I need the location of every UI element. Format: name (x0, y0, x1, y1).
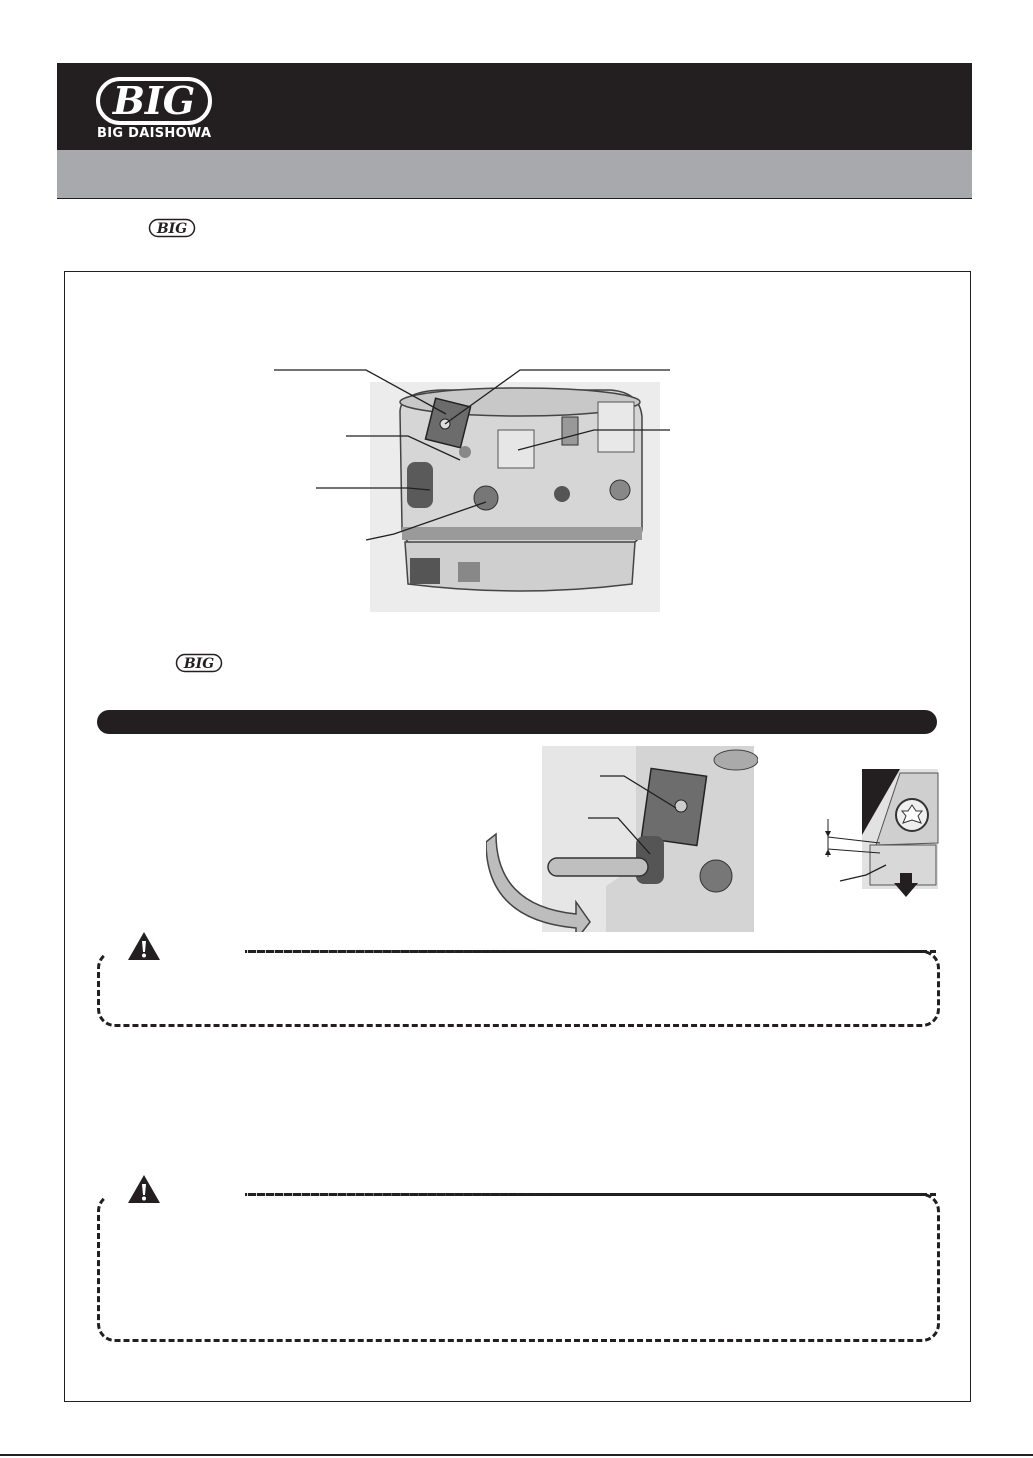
small-big-logo-2 (175, 653, 223, 673)
svg-text:BIG: BIG (156, 221, 188, 237)
caution-rule-2 (248, 1193, 936, 1196)
page-bottom-rule (0, 1454, 1033, 1456)
caution-box-2 (97, 1193, 940, 1342)
insert-detail-illustration (820, 765, 942, 899)
caution-rule-1 (248, 950, 936, 953)
big-logo-text: BIG (112, 78, 196, 123)
warning-triangle-icon (126, 1173, 162, 1205)
svg-text:BIG: BIG (183, 656, 215, 672)
section-heading-bar (97, 710, 937, 734)
header-subtitle-bar (57, 150, 972, 199)
small-big-logo (148, 218, 196, 238)
brand-name: BIG DAISHOWA (97, 126, 212, 141)
adjustment-illustration (486, 746, 758, 932)
torx-screw-icon (896, 799, 928, 831)
warning-triangle-icon (126, 930, 162, 962)
cutter-illustration (270, 362, 680, 617)
big-logo (95, 76, 213, 126)
